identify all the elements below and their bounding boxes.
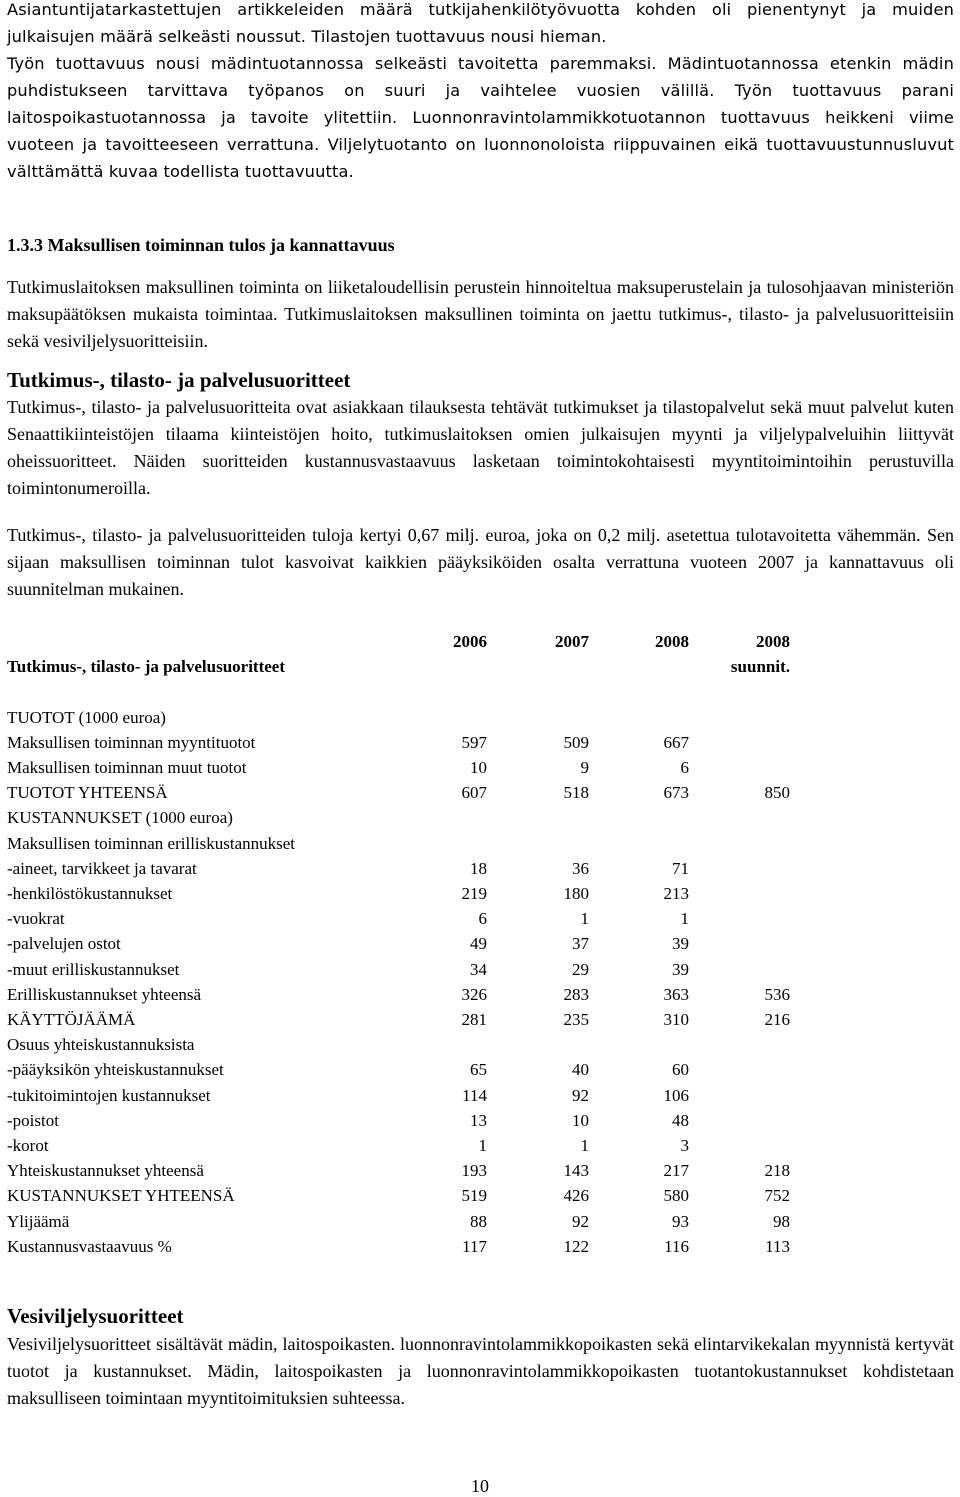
paragraph-paid-activities: Tutkimuslaitoksen maksullinen toiminta on liiketaloudellisin perustein hinnoiteltua maksuperustelain ja tulosohjaavan ministeriön maksupäätöksen mukaista toimintaa. Tutkimuslaitoksen maksullinen toiminta on jaettu tutkimus-, tilasto- ja palvelusuoritteisiin sekä vesiviljelysuoritteisiin.: [7, 277, 954, 351]
table-row: [7, 957, 790, 982]
cell-value: 92: [572, 1211, 589, 1231]
cell-value: 193: [461, 1161, 487, 1181]
col-header-2008: 2008: [655, 632, 689, 651]
cell-value: [689, 755, 790, 780]
financial-table: [7, 629, 790, 1259]
cell-value: 114: [462, 1085, 487, 1105]
cell-value: 10: [470, 758, 487, 777]
cell-value: [487, 831, 589, 856]
cell-value: [689, 730, 790, 755]
cell-value: 326: [461, 984, 487, 1004]
table-row: [7, 1133, 790, 1158]
cell-value: 39: [672, 959, 689, 979]
cell-value: [689, 881, 790, 906]
cell-value: 6: [478, 909, 487, 929]
cell-value: [589, 1032, 689, 1057]
row-label: -tukitoimintojen kustannukset: [7, 1085, 211, 1105]
table-body: [7, 705, 790, 1259]
cell-value: 106: [663, 1085, 689, 1105]
table-row: [7, 982, 790, 1007]
row-label: -palvelujen ostot: [7, 934, 121, 954]
table-row: [7, 1007, 790, 1032]
cell-value: [689, 1108, 790, 1133]
cell-value: 218: [764, 1161, 790, 1181]
cell-value: 92: [572, 1085, 589, 1105]
cell-value: 10: [572, 1110, 589, 1130]
cell-value: 667: [663, 732, 689, 752]
col-header-2006: 2006: [453, 632, 487, 651]
cell-value: 235: [563, 1010, 589, 1030]
row-label: -pääyksikön yhteiskustannukset: [7, 1060, 224, 1080]
table-row: [7, 856, 790, 881]
cell-value: [689, 1083, 790, 1108]
cell-value: 29: [572, 959, 589, 979]
table-row: [7, 705, 790, 730]
cell-value: [689, 1133, 790, 1158]
row-label: -poistot: [7, 1110, 59, 1130]
table-header-row-years: [7, 629, 790, 654]
table-row: [7, 1057, 790, 1082]
table-row: [7, 1083, 790, 1108]
cell-value: [689, 705, 790, 730]
cell-value: 1: [680, 909, 689, 929]
cell-value: 93: [672, 1211, 689, 1231]
row-label: TUOTOT (1000 euroa): [7, 707, 166, 727]
cell-value: 752: [764, 1186, 790, 1206]
cell-value: [487, 705, 589, 730]
cell-value: 98: [773, 1211, 790, 1231]
cell-value: 49: [470, 934, 487, 954]
cell-value: [689, 906, 790, 931]
cell-value: [689, 1057, 790, 1082]
row-label: -korot: [7, 1136, 49, 1156]
table-row: [7, 755, 790, 780]
col-header-2007: 2007: [555, 632, 589, 651]
table-row: [7, 1209, 790, 1234]
row-label: -vuokrat: [7, 909, 65, 929]
cell-value: 1: [478, 1136, 487, 1156]
cell-value: [412, 805, 487, 830]
row-label: Yhteiskustannukset yhteensä: [7, 1161, 204, 1181]
cell-value: 6: [680, 758, 689, 777]
cell-value: 88: [470, 1211, 487, 1231]
table-row: [7, 780, 790, 805]
table-row: [7, 1234, 790, 1259]
cell-value: [412, 1032, 487, 1057]
table-row: [7, 831, 790, 856]
table-row: [7, 931, 790, 956]
cell-value: [689, 1032, 790, 1057]
cell-value: 673: [663, 783, 689, 803]
cell-value: [589, 705, 689, 730]
table-row: [7, 1032, 790, 1057]
col-header-2008-plan-year: 2008: [756, 632, 790, 651]
cell-value: 217: [663, 1161, 689, 1181]
row-label: KÄYTTÖJÄÄMÄ: [7, 1010, 136, 1030]
cell-value: 219: [461, 884, 487, 904]
cell-value: 39: [672, 934, 689, 954]
row-label: KUSTANNUKSET (1000 euroa): [7, 808, 233, 828]
cell-value: [412, 831, 487, 856]
paragraph-publications: Asiantuntijatarkastettujen artikkeleiden määrä tutkijahenkilötyövuotta kohden oli pienentynyt ja muiden julkaisujen määrä selkeästi noussut. Tilastojen tuottavuus nousi hieman.: [7, 0, 954, 46]
cell-value: 37: [572, 934, 589, 954]
cell-value: 363: [663, 984, 689, 1004]
subheading-aquaculture: Vesiviljelysuoritteet: [7, 1304, 184, 1328]
cell-value: 71: [672, 858, 689, 878]
subheading-research-services: Tutkimus-, tilasto- ja palvelusuoritteet: [7, 368, 351, 392]
cell-value: [689, 931, 790, 956]
cell-value: 597: [461, 732, 487, 752]
cell-value: 34: [470, 959, 487, 979]
cell-value: [589, 831, 689, 856]
cell-value: 36: [572, 858, 589, 878]
cell-value: 519: [461, 1186, 487, 1206]
cell-value: 65: [470, 1060, 487, 1080]
paragraph-revenue: Tutkimus-, tilasto- ja palvelusuoritteiden tuloja kertyi 0,67 milj. euroa, joka on 0,2 milj. asetettua tulotavoitetta vähemmän. Sen sijaan maksullisen toiminnan tulot kasvoivat kaikkien pääyksiköiden osalta verrattuna vuoteen 2007 ja kannattavuus oli suunnitelman mukainen.: [7, 525, 954, 599]
cell-value: 536: [764, 984, 790, 1004]
paragraph-research-services: Tutkimus-, tilasto- ja palvelusuoritteita ovat asiakkaan tilauksesta tehtävät tutkimukset ja tilastopalvelut sekä muut palvelut kuten Senaattikiinteistöjen tilaama kiinteistöjen hoito, tutkimuslaitoksen omien julkaisujen myynti ja viljelypalveluihin liittyvät oheissuoritteet. Näiden suoritteiden kustannusvastaavuus lasketaan toimintokohtaisesti myyntitoimintoihin perustuvilla toimintonumeroilla.: [7, 397, 954, 498]
cell-value: 143: [563, 1161, 589, 1181]
row-label: KUSTANNUKSET YHTEENSÄ: [7, 1186, 235, 1206]
cell-value: [689, 805, 790, 830]
cell-value: 518: [563, 783, 589, 803]
cell-value: 13: [470, 1110, 487, 1130]
cell-value: 122: [563, 1236, 589, 1256]
row-label: Ylijäämä: [7, 1211, 70, 1231]
row-label: Maksullisen toiminnan myyntituotot: [7, 732, 256, 752]
row-label: -muut erilliskustannukset: [7, 959, 180, 979]
cell-value: 180: [563, 884, 589, 904]
cell-value: 1: [580, 1136, 589, 1156]
table-row: [7, 1158, 790, 1183]
cell-value: 18: [470, 858, 487, 878]
cell-value: 607: [461, 783, 487, 803]
cell-value: 213: [663, 884, 689, 904]
cell-value: 3: [680, 1136, 689, 1156]
page-number: 10: [471, 1476, 489, 1496]
table-row: [7, 730, 790, 755]
row-label: Erilliskustannukset yhteensä: [7, 984, 202, 1004]
col-header-plan-label: suunnit.: [730, 657, 790, 677]
paragraph-aquaculture: Vesiviljelysuoritteet sisältävät mädin, laitospoikasten. luonnonravintolammikkopoikasten sekä elintarvikekalan myynnistä kertyvät tuotot ja kustannukset. Mädin, laitospoikasten ja luonnonravintolammikkopoikasten tuotantokustannukset kohdistetaan maksulliseen toimintaan myyntitoimituksien suhteessa.: [7, 1334, 954, 1408]
row-label: Maksullisen toiminnan erilliskustannukset: [7, 833, 296, 853]
table-row: [7, 805, 790, 830]
cell-value: 216: [764, 1010, 790, 1030]
cell-value: 850: [764, 783, 790, 803]
row-label: -henkilöstökustannukset: [7, 884, 173, 904]
cell-value: 283: [563, 984, 589, 1004]
cell-value: 310: [663, 1010, 689, 1030]
cell-value: 9: [580, 758, 589, 777]
cell-value: [689, 957, 790, 982]
table-row: [7, 1108, 790, 1133]
cell-value: [689, 831, 790, 856]
cell-value: 426: [563, 1186, 589, 1206]
cell-value: [589, 805, 689, 830]
cell-value: 580: [663, 1186, 689, 1206]
row-label: TUOTOT YHTEENSÄ: [7, 783, 168, 803]
row-label: Maksullisen toiminnan muut tuotot: [7, 758, 247, 777]
row-label: Kustannusvastaavuus %: [7, 1236, 172, 1256]
cell-value: 113: [765, 1236, 790, 1256]
cell-value: 281: [461, 1010, 487, 1030]
table-row: [7, 1183, 790, 1208]
table-row: [7, 906, 790, 931]
cell-value: 1: [580, 909, 589, 929]
cell-value: 40: [572, 1060, 589, 1080]
cell-value: [689, 856, 790, 881]
paragraph-productivity: Työn tuottavuus nousi mädintuotannossa selkeästi tavoitetta paremmaksi. Mädintuotannossa etenkin mädin puhdistukseen tarvittava työpanos on suuri ja vaihtelee vuosien välillä. Työn tuottavuus parani laitospoikastuotannossa ja tavoite ylitettiin. Luonnonravintolammikkotuotannon tuottavuus heikkeni viime vuoteen ja tavoitteeseen verrattuna. Viljelytuotanto on luonnonoloista riippuvainen eikä tuottavuustunnusluvut välttämättä kuvaa todellista tuottavuutta.: [7, 54, 954, 181]
row-label: -aineet, tarvikkeet ja tavarat: [7, 858, 197, 878]
cell-value: 509: [563, 732, 589, 752]
row-label: Osuus yhteiskustannuksista: [7, 1035, 195, 1055]
section-heading-1-3-3: 1.3.3 Maksullisen toiminnan tulos ja kannattavuus: [7, 235, 395, 255]
table-title: Tutkimus-, tilasto- ja palvelusuoritteet: [7, 657, 285, 677]
cell-value: 116: [664, 1236, 689, 1256]
cell-value: 117: [462, 1236, 487, 1256]
table-row: [7, 881, 790, 906]
cell-value: [412, 705, 487, 730]
cell-value: 60: [672, 1060, 689, 1080]
cell-value: [487, 805, 589, 830]
cell-value: [487, 1032, 589, 1057]
cell-value: 48: [672, 1110, 689, 1130]
table-header-row-title: [7, 654, 790, 679]
